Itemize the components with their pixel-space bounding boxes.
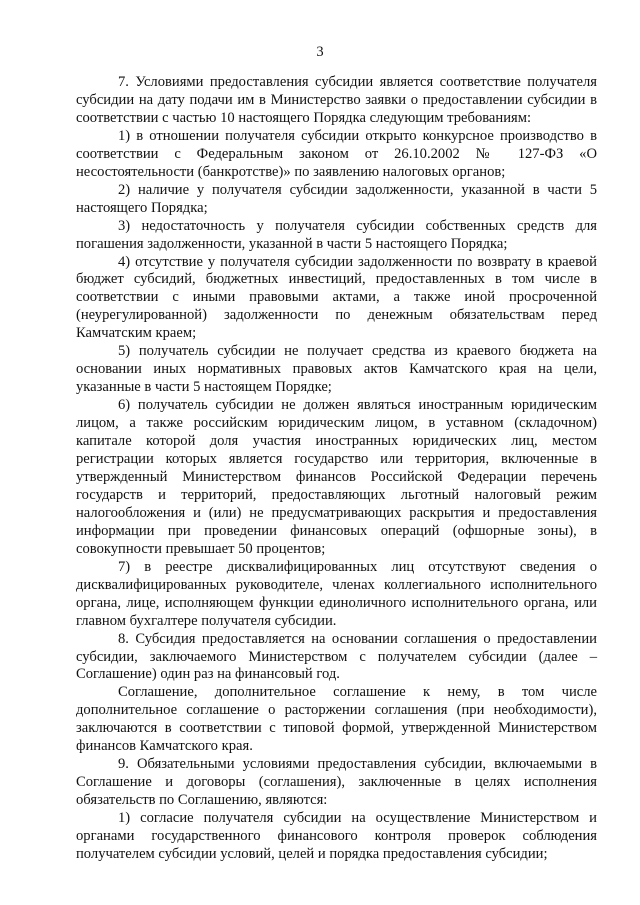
- paragraph-agreement-form: Соглашение, дополнительное соглашение к нему, в том числе дополнительное соглашение о расторжении соглашения (при необходимости), заключаются в соответствии с типовой формой, утвержденной Министерством финансов Камчатского края.: [76, 684, 597, 755]
- page-number: 3: [316, 44, 324, 60]
- paragraph-item-5-no-other-funds: 5) получатель субсидии не получает средства из краевого бюджета на основании иных нормативных правовых актов Камчатского края на цели, указанные в части 5 настоящем Порядке;: [76, 343, 597, 396]
- paragraph-item-7-disqualified: 7) в реестре дисквалифицированных лиц отсутствуют сведения о дисквалифицированных руководителе, членах коллегиального исполнительного органа, лице, исполняющем функции единоличного исполнительного органа, или главном бухгалтере получателя субсидии.: [76, 558, 597, 629]
- paragraph-clause-8: 8. Субсидия предоставляется на основании соглашения о предоставлении субсидии, заключаемого Министерством с получателем субсидии (далее – Соглашение) один раз на финансовый год.: [76, 630, 597, 683]
- document-body: [76, 74, 597, 864]
- paragraph-clause-7: 7. Условиями предоставления субсидии является соответствие получателя субсидии на дату подачи им в Министерство заявки о предоставлении субсидии в соответствии с частью 10 настоящего Порядка следующим требованиям:: [76, 74, 597, 126]
- paragraph-item-6-foreign-entity: 6) получатель субсидии не должен являться иностранным юридическим лицом, а также российским юридическим лицом, в уставном (складочном) капитале которой доля участия иностранных юридических лиц, местом регистрации которых является государство или территория, включенные в утвержденный Министерством финансов Российской Федерации перечень государств и территорий, предоставляющих льготный налоговый режим налогообложения и (или) не предусматривающих раскрытия и предоставления информации при проведении финансовых операций (офшорные зоны), в совокупности превышает 50 процентов;: [76, 397, 597, 557]
- paragraph-item-2-debt: 2) наличие у получателя субсидии задолженности, указанной в части 5 настоящего Порядка;: [76, 181, 597, 216]
- paragraph-item-3-insufficient-funds: 3) недостаточность у получателя субсидии собственных средств для погашения задолженности, указанной в части 5 настоящего Порядка;: [76, 217, 597, 252]
- paragraph-clause-9: 9. Обязательными условиями предоставления субсидии, включаемыми в Соглашение и договоры (соглашения), заключенные в целях исполнения обязательств по Соглашению, являются:: [76, 756, 597, 809]
- paragraph-item-4-no-arrears: 4) отсутствие у получателя субсидии задолженности по возврату в краевой бюджет субсидий, бюджетных инвестиций, предоставленных в том числе в соответствии с иными правовыми актами, а также иной просроченной (неурегулированной) задолженности по денежным обязательствам перед Камчатским краем;: [76, 253, 597, 342]
- paragraph-clause-9-item-1: 1) согласие получателя субсидии на осуществление Министерством и органами государственного финансового контроля проверок соблюдения получателем субсидии условий, целей и порядка предоставления субсидии;: [76, 810, 597, 862]
- paragraph-item-1-bankruptcy: 1) в отношении получателя субсидии открыто конкурсное производство в соответствии с Федеральным законом от 26.10.2002 № 127-ФЗ «О несостоятельности (банкротстве)» по заявлению налоговых органов;: [76, 127, 597, 180]
